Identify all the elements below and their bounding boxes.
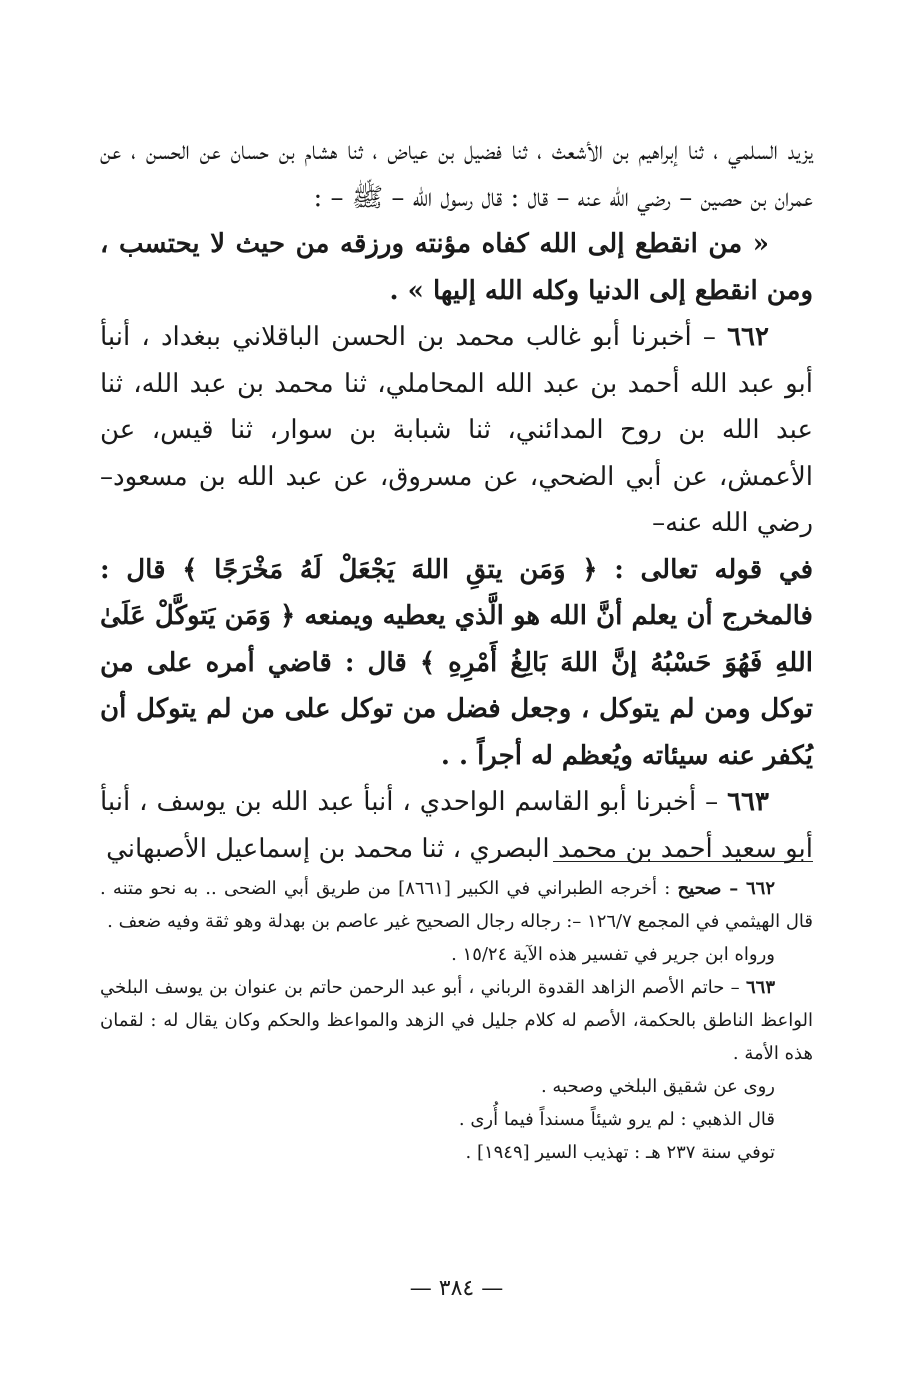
narration-662 bbox=[100, 314, 813, 547]
main-text-block bbox=[100, 128, 813, 872]
narration-663-text: – أخبرنا أبو القاسم الواحدي ، أنبأ عبد الله بن يوسف ، أنبأ أبو سعيد أحمد بن محمد البصري ، ثنا محمد بن إسماعيل الأصبهاني bbox=[100, 787, 813, 864]
footnote-grade: – صحيح bbox=[677, 878, 746, 899]
footnote-663-line: قال الذهبي : لم يرو شيئاً مسنداً فيما أُرى . bbox=[458, 1109, 775, 1130]
hadith-number-663: ٦٦٣ bbox=[727, 787, 769, 817]
footnotes-block bbox=[100, 872, 813, 1169]
footnote-number-663: ٦٦٣ bbox=[745, 977, 775, 998]
footnote-663-line: روى عن شقيق البلخي وصحبه . bbox=[540, 1076, 775, 1097]
footnote-662 bbox=[100, 872, 813, 938]
footnote-663-line: توفي سنة ٢٣٧ هـ : تهذيب السير [١٩٤٩] . bbox=[465, 1142, 775, 1163]
hadith-text: « من انقطع إلى الله كفاه مؤنته ورزقه من حيث لا يحتسب ، ومن انقطع إلى الدنيا وكله الله إليها » . bbox=[100, 229, 813, 306]
footnote-662-extra: ورواه ابن جرير في تفسير هذه الآية ١٥/٢٤ . bbox=[451, 944, 775, 965]
narration-663 bbox=[100, 779, 813, 872]
footnote-662-text: : أخرجه الطبراني في الكبير [٨٦٦١] من طريق أبي الضحى .. به نحو متنه . قال الهيثمي في المجمع ١٢٦/٧ –: رجاله رجال الصحيح غير عاصم بن بهدلة وهو ثقة وفيه ضعف . bbox=[100, 878, 813, 932]
isnad-paragraph: يزيد السلمي ، ثنا إبراهيم بن الأشعث ، ثنا فضيل بن عياض ، ثنا هشام بن حسان عن الحسن ، عن عمران بن حصين – رضي الله عنه – قال : قال رسول الله – ﷺ – : bbox=[100, 136, 813, 213]
page-number: — ٣٨٤ — bbox=[409, 1276, 504, 1301]
footnote-663 bbox=[100, 971, 813, 1070]
narration-662-text: – أخبرنا أبو غالب محمد بن الحسن الباقلاني ببغداد ، أنبأ أبو عبد الله أحمد بن عبد الله المحاملي، ثنا محمد بن عبد الله، ثنا عبد الله بن روح المدائني، ثنا شبابة بن سوار، ثنا قيس، عن الأعمش، عن أبي الضحي، عن مسروق، عن عبد الله بن مسعود– رضي الله عنه– bbox=[100, 322, 813, 538]
footnote-663-text: – حاتم الأصم الزاهد القدوة الرباني ، أبو عبد الرحمن حاتم بن عنوان بن يوسف البلخي الواعظ الناطق بالحكمة، الأصم له كلام جليل في الزهد والمواعظ والحكم وكان يقال له : لقمان هذه الأمة . bbox=[100, 977, 814, 1064]
hadith-number-662: ٦٦٢ bbox=[727, 322, 769, 352]
footnote-divider bbox=[553, 861, 813, 862]
footnote-number-662: ٦٦٢ bbox=[745, 878, 775, 899]
tafsir-text: في قوله تعالى : ﴿ وَمَن يتقِ اللهَ يَجْعَلْ لَهُ مَخْرَجًا ﴾ قال : فالمخرج أن يعلم أنَّ الله هو الَّذي يعطيه ويمنعه ﴿ وَمَن يَتوكَّلْ عَلَىٰ اللهِ فَهُوَ حَسْبُهُ إنَّ اللهَ بَالِغُ أَمْرِهِ ﴾ قال : قاضي أمره على من توكل ومن لم يتوكل ، وجعل فضل من توكل على من لم يتوكل أن يُكفر عنه سيئاته ويُعظم له أجراً . . bbox=[100, 554, 813, 771]
